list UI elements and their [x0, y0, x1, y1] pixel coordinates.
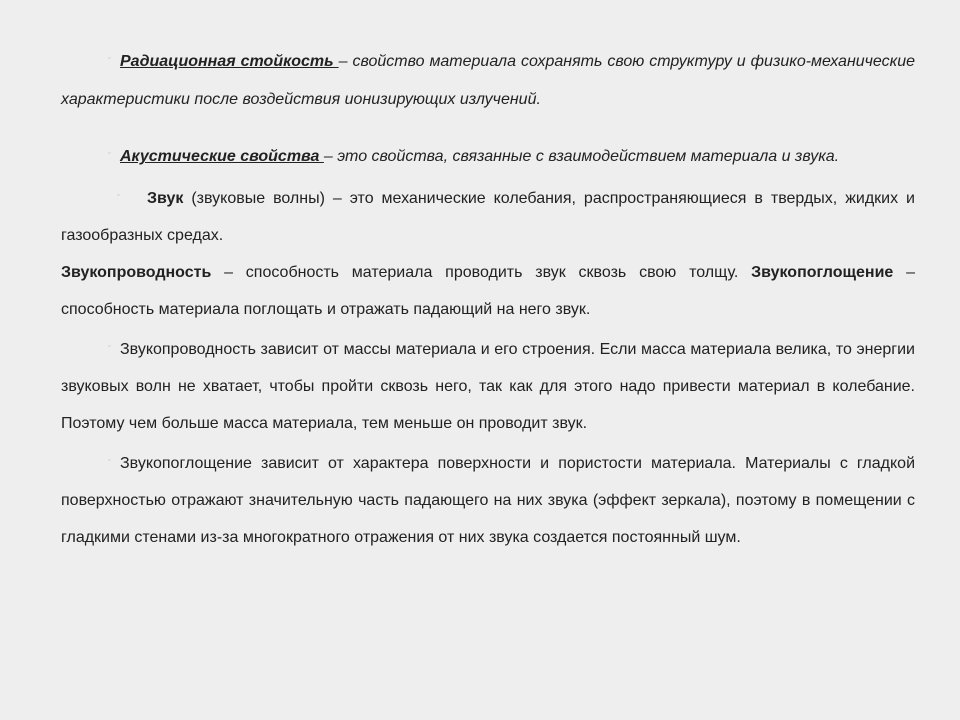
bullet-icon: ▫	[108, 457, 111, 464]
paragraph-acoustic-properties	[61, 135, 915, 176]
definition-sound-absorption: – способность материала поглощать и отражать падающий на него звук.	[61, 264, 916, 318]
term-radiation-resistance: Радиационная стойкость	[120, 53, 339, 70]
paragraph-sound	[61, 177, 915, 254]
paragraph-radiation-resistance	[61, 40, 915, 119]
term-sound: Звук	[147, 190, 184, 207]
term-sound-conduction: Звукопроводность	[61, 264, 212, 281]
text-conduction-dependency: Звукопроводность зависит от массы материала и его строения. Если масса материала велика, то энергии звуковых волн не хватает, чтобы пройти сквозь него, так как для этого надо привести материал в колебание. Поэтому чем больше масса материала, тем меньше он проводит звук.	[61, 341, 915, 432]
term-sound-absorption: Звукопоглощение	[751, 264, 894, 281]
paragraph-absorption-dependency	[61, 442, 915, 556]
term-acoustic-properties: Акустические свойства	[120, 148, 324, 165]
bullet-icon: ▫	[108, 55, 111, 62]
paragraph-sound-conduction-absorption	[61, 254, 915, 328]
slide-content	[61, 40, 915, 556]
bullet-icon: ▫	[108, 150, 111, 157]
definition-sound: (звуковые волны) – это механические колебания, распространяющиеся в твердых, жидких и газообразных средах.	[61, 190, 915, 244]
definition-acoustic-properties: – это свойства, связанные с взаимодействием материала и звука.	[323, 148, 840, 165]
bullet-icon: ▫	[117, 192, 120, 199]
bullet-icon: ▫	[108, 343, 111, 350]
definition-radiation-resistance: – свойство материала сохранять свою структуру и физико-механические характеристики после воздействия ионизирующих излучений.	[61, 53, 915, 108]
text-absorption-dependency: Звукопоглощение зависит от характера поверхности и пористости материала. Материалы с гладкой поверхностью отражают значительную часть падающего на них звука (эффект зеркала), поэтому в помещении с гладкими стенами из-за многократного отражения от них звука создается постоянный шум.	[61, 455, 915, 546]
definition-sound-conduction: – способность материала проводить звук сквозь свою толщу.	[211, 264, 752, 281]
paragraph-conduction-dependency	[61, 328, 915, 442]
